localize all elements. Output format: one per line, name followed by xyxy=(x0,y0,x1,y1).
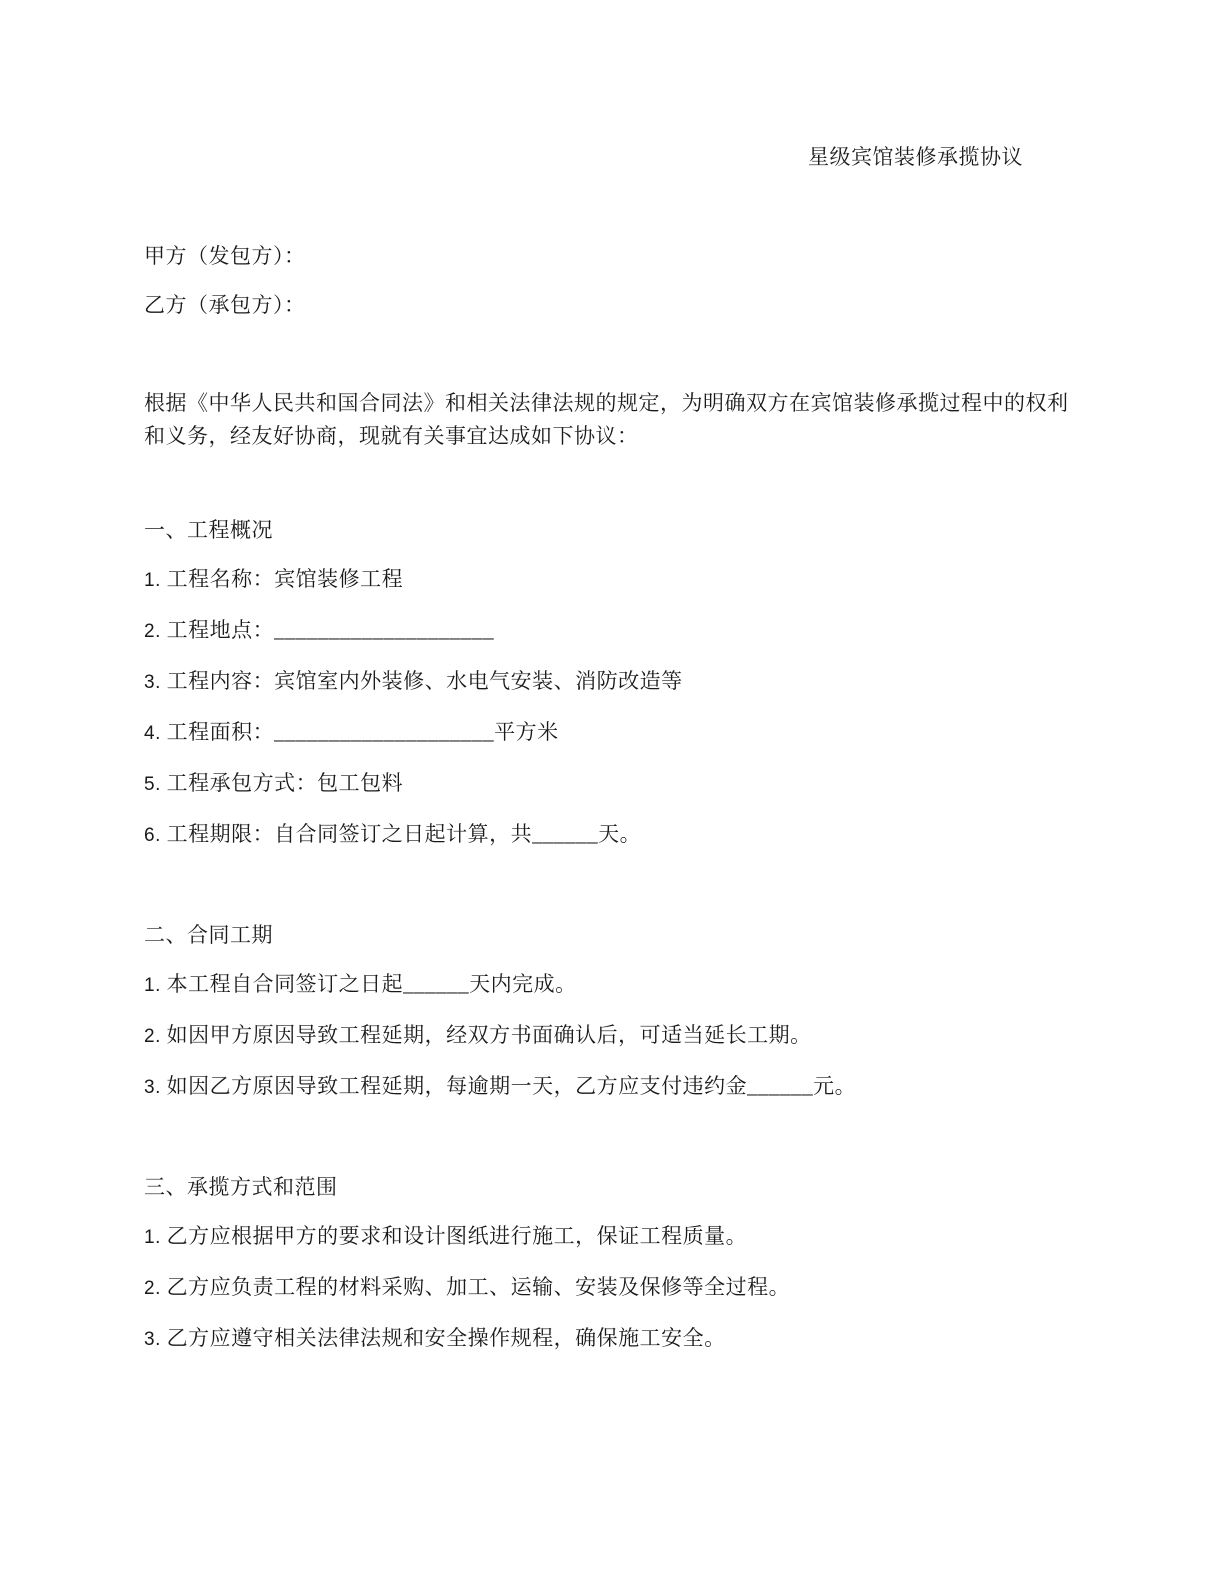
list-item-text: 如因甲方原因导致工程延期，经双方书面确认后，可适当延长工期。 xyxy=(166,1023,812,1047)
section-heading: 一、工程概况 xyxy=(144,518,273,542)
party-a-label: 甲方（发包方）： xyxy=(144,244,306,268)
document-title: 星级宾馆装修承揽协议 xyxy=(808,145,1023,169)
list-item-number: 1. xyxy=(144,975,161,996)
list-item xyxy=(144,819,641,851)
list-item-text: 乙方应负责工程的材料采购、加工、运输、安装及保修等全过程。 xyxy=(166,1275,791,1299)
list-item-text: 工程期限：自合同签订之日起计算，共______天。 xyxy=(166,822,642,846)
list-item-number: 3. xyxy=(144,672,161,693)
party-b-label: 乙方（承包方）： xyxy=(144,293,306,317)
list-item xyxy=(144,1020,812,1052)
list-item-text: 乙方应根据甲方的要求和设计图纸进行施工，保证工程质量。 xyxy=(166,1224,748,1248)
list-item-number: 1. xyxy=(144,1227,161,1248)
list-item-text: 工程承包方式：包工包料 xyxy=(166,771,404,795)
list-item-number: 5. xyxy=(144,774,161,795)
list-item xyxy=(144,564,403,596)
list-item-number: 2. xyxy=(144,621,161,642)
list-item xyxy=(144,1221,747,1253)
list-item-text: 本工程自合同签订之日起______天内完成。 xyxy=(166,972,577,996)
list-item-text: 工程地点：____________________ xyxy=(166,618,495,642)
list-item-text: 工程内容：宾馆室内外装修、水电气安装、消防改造等 xyxy=(166,669,683,693)
list-item-number: 2. xyxy=(144,1026,161,1047)
list-item xyxy=(144,666,683,698)
list-item-number: 2. xyxy=(144,1278,161,1299)
list-item-number: 6. xyxy=(144,825,161,846)
list-item xyxy=(144,969,577,1001)
list-item-text: 工程名称：宾馆装修工程 xyxy=(166,567,404,591)
list-item xyxy=(144,768,403,800)
section-heading: 三、承揽方式和范围 xyxy=(144,1175,338,1199)
section-heading: 二、合同工期 xyxy=(144,923,273,947)
list-item-text: 如因乙方原因导致工程延期，每逾期一天，乙方应支付违约金______元。 xyxy=(166,1074,857,1098)
list-item-text: 乙方应遵守相关法律法规和安全操作规程，确保施工安全。 xyxy=(166,1326,726,1350)
list-item xyxy=(144,1323,726,1355)
list-item-number: 3. xyxy=(144,1329,161,1350)
list-item xyxy=(144,1071,856,1103)
list-item-text: 工程面积：____________________平方米 xyxy=(166,720,559,744)
list-item-number: 1. xyxy=(144,570,161,591)
list-item-number: 3. xyxy=(144,1077,161,1098)
list-item xyxy=(144,717,559,749)
preamble-paragraph: 根据《中华人民共和国合同法》和相关法律法规的规定，为明确双方在宾馆装修承揽过程中的权利和义务，经友好协商，现就有关事宜达成如下协议： xyxy=(144,391,1069,448)
list-item-number: 4. xyxy=(144,723,161,744)
list-item xyxy=(144,615,494,647)
list-item xyxy=(144,1272,790,1304)
